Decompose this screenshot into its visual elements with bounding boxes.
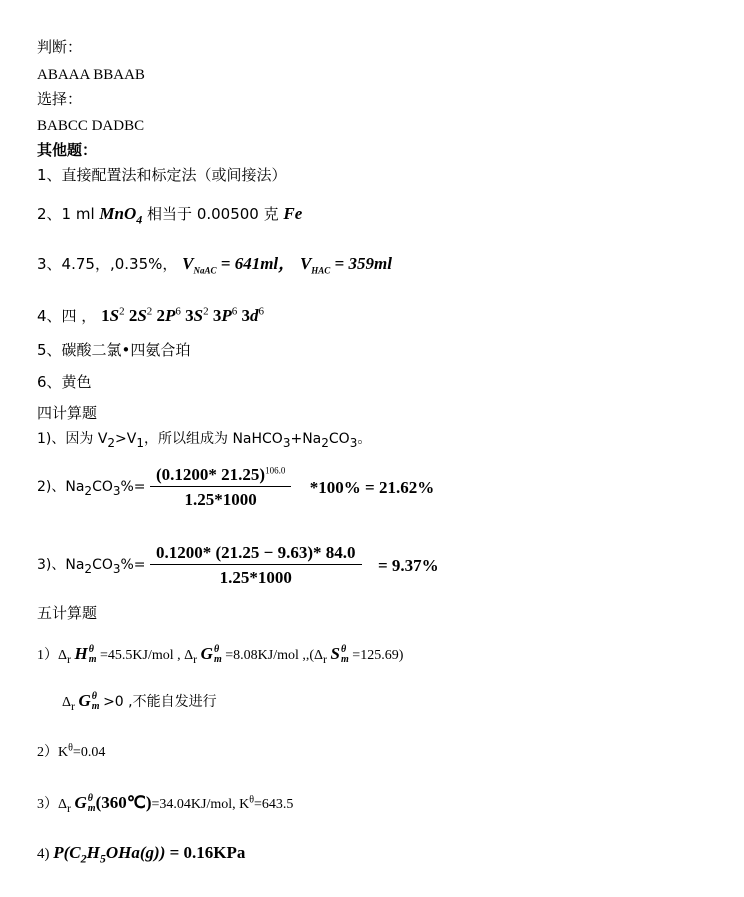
- other-q4: [37, 307, 264, 324]
- q4-prefix: 4、四 ，: [37, 307, 102, 325]
- calc4-q3-fraction: $\frac{0.1200* (21.25 - 9.63)* 84.0}{1.25*1000}$: [150, 544, 362, 586]
- q2-mid: 相当于 0.00500 克: [147, 205, 279, 223]
- q2-formula: MnO$_4$: [99, 204, 143, 227]
- choice-answers: BABCC DADBC: [37, 118, 145, 134]
- orbital-term: $1S^2$: [101, 305, 125, 325]
- orbital-term: $3d^6$: [241, 305, 265, 325]
- calc5-title: 五计算题: [37, 604, 98, 622]
- q2-element: Fe: [283, 204, 303, 223]
- other-q3: [37, 254, 392, 276]
- calc5-q4: 4) $P(C_2H_5OHa(g)) = 0.16KPa$: [37, 843, 246, 866]
- calc4-q2: 2)、$Na_2CO_3\%=$ $\frac{(0.1200* 21.25)^{106.0}}{1.25*1000}$ *100% = 21.62%: [37, 465, 435, 509]
- calc5-q1b: $\Delta_r$ G θ m >0 ,不能自发进行: [62, 691, 217, 713]
- calc4-q2-fraction: $\frac{(0.1200* 21.25)^{106.0}}{1.25*1000}$: [150, 466, 291, 508]
- other-q5: 5、碳酸二氯•四氨合珀: [37, 341, 191, 359]
- other-title: 其他题：: [37, 141, 98, 159]
- calc4-q3-result: = 9.37%: [377, 555, 439, 575]
- calc5-q2: $2)K^\theta=0.04$: [37, 742, 106, 760]
- calc5-q3: $3)\Delta_r$ G θ m (360℃)=34.04KJ/mol, $K^\theta=643.5$: [37, 793, 294, 815]
- orbital-term: $2S^2$: [128, 305, 153, 325]
- other-q6: 6、黄色: [37, 373, 92, 391]
- orbital-term: $3P^6$: [212, 305, 238, 325]
- other-q2: [37, 204, 303, 227]
- calc4-q1: 1)、因为 $V_2>V_1$，所以组成为 $NaHCO_3+Na_2CO_3$。: [37, 431, 372, 450]
- q3-v-hac: $V_{HAC} = 359ml$: [299, 254, 392, 276]
- q2-prefix: 2、1 ml: [37, 205, 100, 223]
- electron-configuration: [101, 306, 264, 325]
- judge-answers: ABAAA BBAAB: [37, 67, 145, 83]
- other-q1: 1、直接配置法和标定法（或间接法）: [37, 166, 287, 184]
- q3-v-naac: $V_{NaAC} = 641ml$，: [182, 254, 296, 276]
- calc5-q1: $1)\Delta_r$ H θ m =45.5KJ/mol , $\Delta_r$ G θ m =8.08KJ/mol $,,(\Delta_r$ S θ m =125.69): [37, 644, 404, 666]
- orbital-term: $2P^6$: [156, 305, 181, 325]
- calc4-q2-result: *100% = 21.62%: [309, 477, 435, 497]
- orbital-term: $3S^2$: [185, 305, 209, 325]
- judge-title: 判断：: [37, 38, 83, 56]
- calc4-title: 四计算题: [37, 404, 98, 422]
- calc4-q3: 3)、$Na_2CO_3\%=$ $\frac{0.1200* (21.25 - 9.63)* 84.0}{1.25*1000}$ = 9.37%: [37, 543, 439, 587]
- choice-title: 选择：: [37, 90, 83, 108]
- q3-prefix: 3、4.75，,0.35%，: [37, 255, 178, 273]
